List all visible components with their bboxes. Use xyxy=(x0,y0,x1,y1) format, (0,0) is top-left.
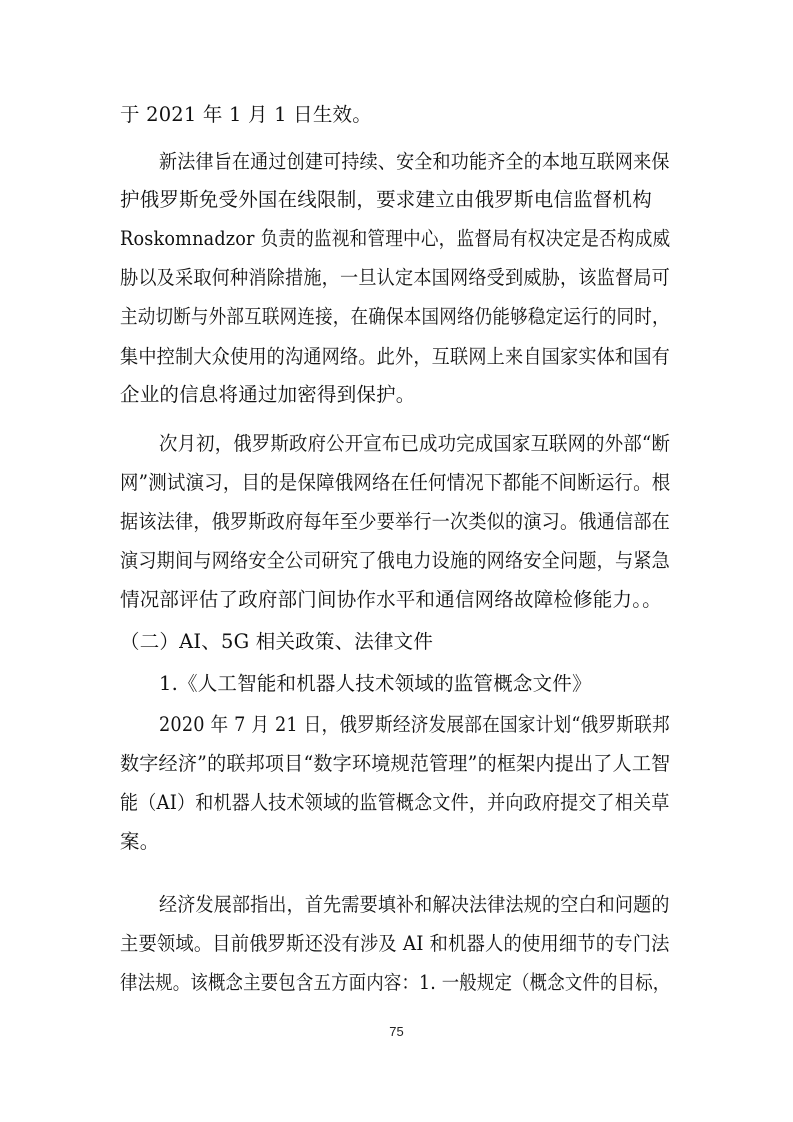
text-line: 次月初，俄罗斯政府公开宣布已成功完成国家互联网的外部“断 xyxy=(159,432,671,455)
text-line: 律法规。该概念主要包含五方面内容：1. 一般规定（概念文件的目标， xyxy=(120,971,671,994)
text-line: 于 2021 年 1 月 1 日生效。 xyxy=(120,103,372,126)
text-line: 主要领域。目前俄罗斯还没有涉及 AI 和机器人的使用细节的专门法 xyxy=(120,932,670,955)
text-line: 集中控制大众使用的沟通网络。此外，互联网上来自国家实体和国有 xyxy=(120,345,670,368)
text-line: 企业的信息将通过加密得到保护。 xyxy=(120,383,416,406)
subsection-heading: 1.《人工智能和机器人技术领域的监管概念文件》 xyxy=(159,672,592,695)
text-line: 2020 年 7 月 21 日，俄罗斯经济发展部在国家计划“俄罗斯联邦 xyxy=(159,713,670,736)
text-line: 新法律旨在通过创建可持续、安全和功能齐全的本地互联网来保 xyxy=(159,150,670,173)
page-number: 75 xyxy=(389,1024,404,1039)
text-line: Roskomnadzor 负责的监视和管理中心，监督局有权决定是否构成威 xyxy=(120,227,671,250)
text-line: 能（AI）和机器人技术领域的监管概念文件，并向政府提交了相关草 xyxy=(120,791,670,814)
text-line: 案。 xyxy=(120,830,160,853)
text-line: 主动切断与外部互联网连接，在确保本国网络仍能够稳定运行的同时， xyxy=(120,305,670,328)
text-line: 数字经济”的联邦项目“数字环境规范管理”的框架内提出了人工智 xyxy=(120,752,671,775)
text-line: 情况部评估了政府部门间协作水平和通信网络故障检修能力。。 xyxy=(120,588,662,611)
text-line: 网”测试演习，目的是保障俄网络在任何情况下都能不间断运行。根 xyxy=(120,471,671,494)
text-line: 演习期间与网络安全公司研究了俄电力设施的网络安全问题，与紧急 xyxy=(120,549,670,572)
text-line: 经济发展部指出，首先需要填补和解决法律法规的空白和问题的 xyxy=(159,893,670,916)
text-line: 据该法律，俄罗斯政府每年至少要举行一次类似的演习。俄通信部在 xyxy=(120,510,670,533)
section-heading: （二）AI、5G 相关政策、法律文件 xyxy=(120,630,434,653)
text-line: 胁以及采取何种消除措施，一旦认定本国网络受到威胁，该监督局可 xyxy=(120,266,670,289)
text-line: 护俄罗斯免受外国在线限制，要求建立由俄罗斯电信监督机构 xyxy=(120,188,652,211)
